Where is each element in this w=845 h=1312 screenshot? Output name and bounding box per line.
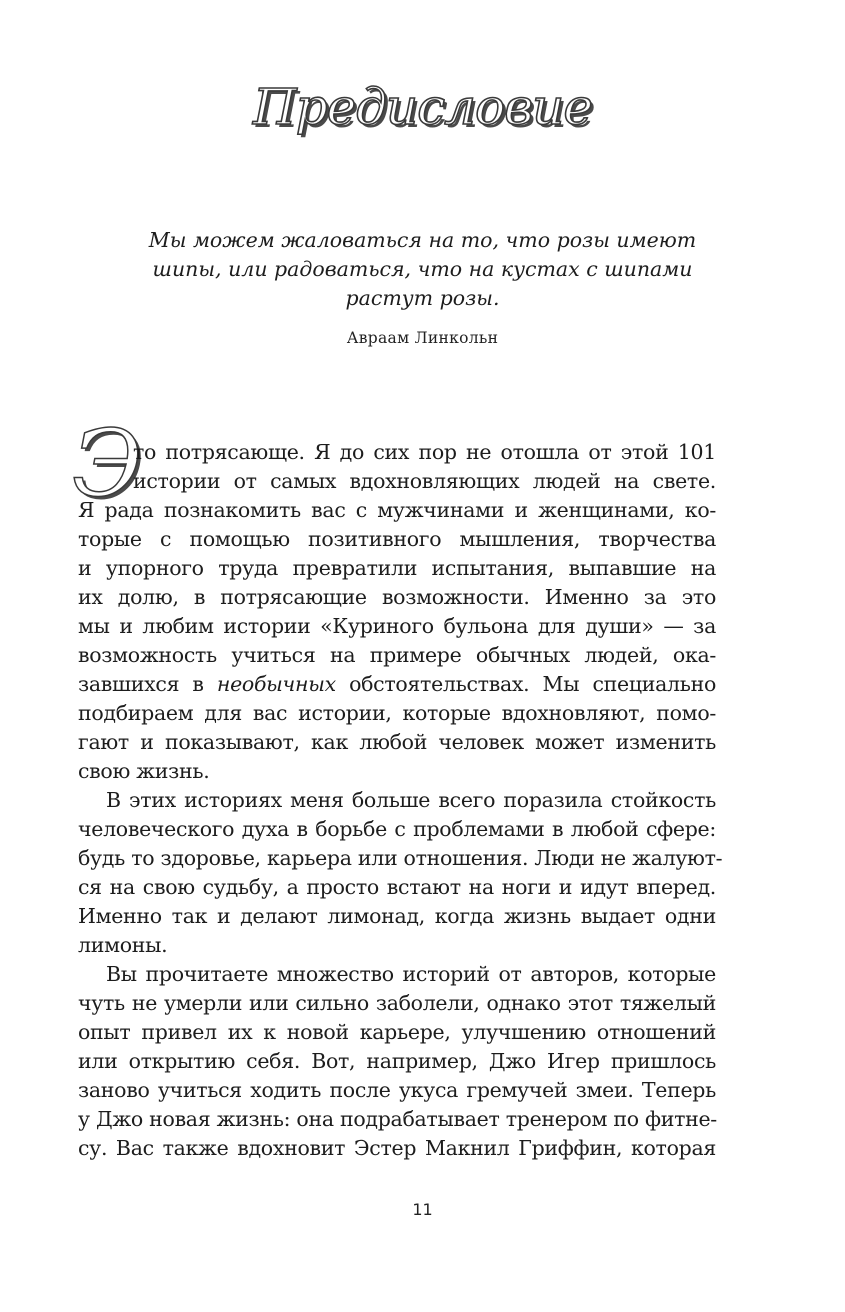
- page-number: 11: [412, 1200, 433, 1219]
- text-line: заново учиться ходить после укуса гремучей змеи. Теперь: [78, 1078, 716, 1102]
- text-line: их долю, в потрясающие возможности. Именно за это: [78, 585, 716, 609]
- text-line: чуть не умерли или сильно заболели, однако этот тяжелый: [78, 991, 716, 1015]
- text-line: торые с помощью позитивного мышления, творчества: [78, 527, 716, 551]
- text-line: мы и любим истории «Куриного бульона для души» — за: [78, 614, 716, 638]
- text-line: подбираем для вас истории, которые вдохновляют, помо-: [78, 701, 716, 725]
- text-line: В этих историях меня больше всего поразила стойкость: [106, 788, 716, 812]
- text-line: возможность учиться на примере обычных людей, ока-: [78, 643, 716, 667]
- epigraph-author: Авраам Линкольн: [346, 329, 499, 347]
- text-line: или открытию себя. Вот, например, Джо Игер пришлось: [78, 1049, 716, 1073]
- text-line: Именно так и делают лимонад, когда жизнь выдает одни: [78, 904, 716, 928]
- text-line: будь то здоровье, карьера или отношения. Люди не жалуют-: [78, 846, 723, 870]
- body-text: [78, 438, 723, 1163]
- epigraph-line: растут розы.: [345, 286, 500, 310]
- chapter-title: Предисловие: [253, 78, 592, 136]
- text-line: и упорного труда превратили испытания, выпавшие на: [78, 556, 716, 580]
- text-line: свою жизнь.: [78, 759, 210, 783]
- drop-cap: Э: [72, 410, 143, 517]
- epigraph: [120, 226, 725, 313]
- text-line: ся на свою судьбу, а просто встают на ноги и идут вперед.: [78, 875, 716, 899]
- text-line: опыт привел их к новой карьере, улучшению отношений: [78, 1020, 716, 1044]
- italic-word: необычных: [216, 672, 336, 696]
- text-line: [78, 670, 716, 699]
- text-line: гают и показывают, как любой человек может изменить: [78, 730, 716, 754]
- text-fragment: завшихся в: [78, 672, 217, 696]
- text-line: у Джо новая жизнь: она подрабатывает тренером по фитне-: [78, 1107, 717, 1131]
- text-line: су. Вас также вдохновит Эстер Макнил Гриффин, которая: [78, 1136, 716, 1160]
- epigraph-line: Мы можем жаловаться на то, что розы имеют: [148, 228, 697, 252]
- text-fragment: обстоятельствах. Мы специально: [335, 672, 716, 696]
- text-line: то потрясающе. Я до сих пор не отошла от этой 101: [133, 440, 716, 464]
- epigraph-line: шипы, или радоваться, что на кустах с шипами: [152, 257, 693, 281]
- text-line: истории от самых вдохновляющих людей на свете.: [133, 469, 716, 493]
- text-line: Я рада познакомить вас с мужчинами и женщинами, ко-: [78, 498, 716, 522]
- text-line: человеческого духа в борьбе с проблемами в любой сфере:: [78, 817, 716, 841]
- text-line: лимоны.: [78, 933, 168, 957]
- text-line: Вы прочитаете множество историй от авторов, которые: [106, 962, 716, 986]
